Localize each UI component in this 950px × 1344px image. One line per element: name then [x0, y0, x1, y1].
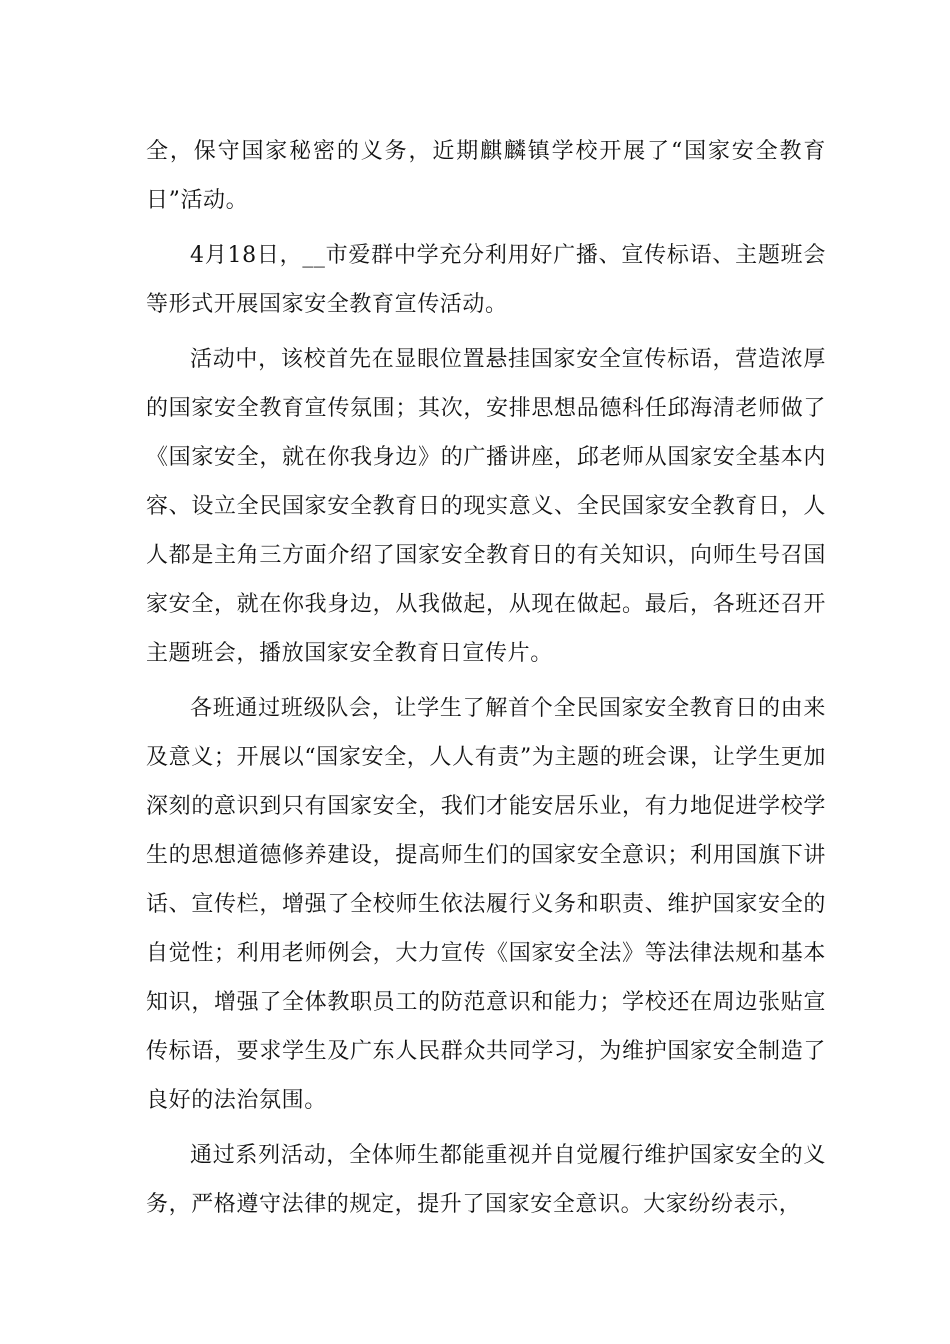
paragraph-activities: 活动中，该校首先在显眼位置悬挂国家安全宣传标语，营造浓厚的国家安全教育宣传氛围；其次，安排思想品德科任邱海清老师做了《国家安全，就在你我身边》的广播讲座，邱老师从国家安全基本内容、设立全民国家安全教育日的现实意义、全民国家安全教育日，人人都是主角三方面介绍了国家安全教育日的有关知识，向师生号召国家安全，就在你我身边，从我做起，从现在做起。最后，各班还召开主题班会，播放国家安全教育日宣传片。 — [146, 347, 826, 666]
document-body — [146, 127, 826, 1235]
paragraph-continuation: 全，保守国家秘密的义务，近期麒麟镇学校开展了“国家安全教育日”活动。 — [146, 139, 826, 213]
paragraph-class-meetings: 各班通过班级队会，让学生了解首个全民国家安全教育日的由来及意义；开展以“国家安全，人人有责”为主题的班会课，让学生更加深刻的意识到只有国家安全，我们才能安居乐业，有力地促进学校学生的思想道德修养建设，提高师生们的国家安全意识；利用国旗下讲话、宣传栏，增强了全校师生依法履行义务和职责、维护国家安全的自觉性；利用老师例会，大力宣传《国家安全法》等法律法规和基本知识，增强了全体教职员工的防范意识和能力；学校还在周边张贴宣传标语，要求学生及广东人民群众共同学习，为维护国家安全制造了良好的法治氛围。 — [146, 696, 826, 1113]
paragraph-date-intro: 4月18日，__市爱群中学充分利用好广播、宣传标语、主题班会等形式开展国家安全教育宣传活动。 — [146, 243, 826, 317]
paragraph-conclusion: 通过系列活动，全体师生都能重视并自觉履行维护国家安全的义务，严格遵守法律的规定，提升了国家安全意识。大家纷纷表示， — [146, 1143, 826, 1217]
